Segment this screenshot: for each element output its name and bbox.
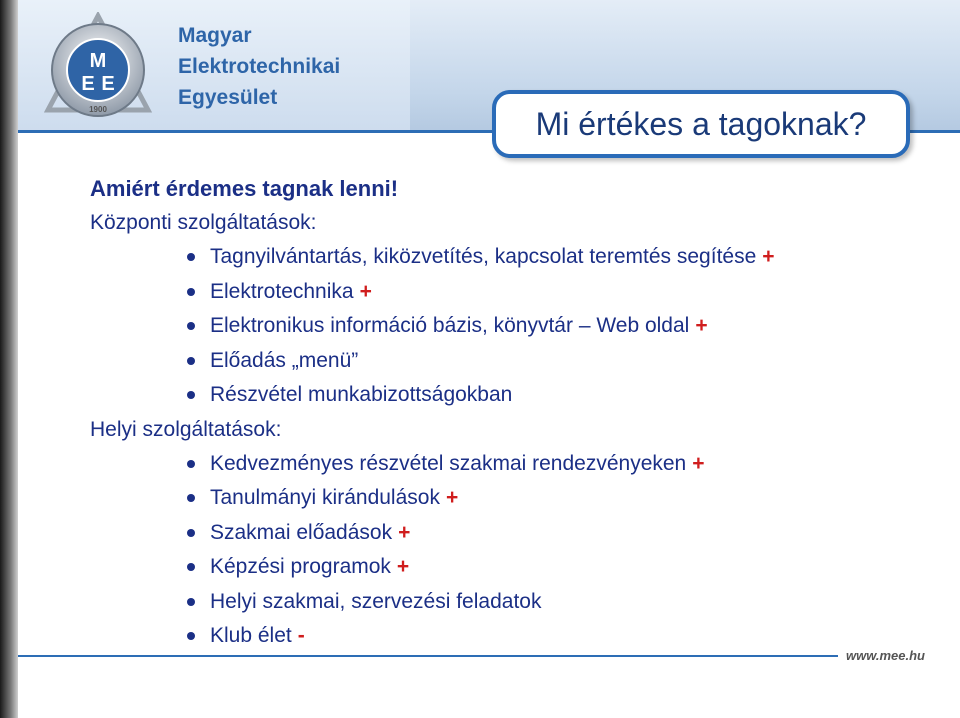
list-item bbox=[90, 277, 950, 312]
bullet-icon bbox=[187, 288, 195, 296]
footer-url[interactable]: www.mee.hu bbox=[846, 648, 925, 663]
value-mark: + bbox=[445, 486, 459, 509]
list-item bbox=[90, 552, 950, 587]
section-label: Központi szolgáltatások: bbox=[90, 211, 317, 234]
bullet-icon bbox=[187, 322, 195, 330]
sections bbox=[90, 208, 950, 656]
left-edge-bar bbox=[0, 0, 18, 718]
service-list bbox=[90, 242, 950, 415]
bullet-icon bbox=[187, 391, 195, 399]
list-item bbox=[90, 380, 950, 415]
bullet-icon bbox=[187, 529, 195, 537]
section-label: Helyi szolgáltatások: bbox=[90, 417, 282, 441]
service-list bbox=[90, 449, 950, 656]
list-item bbox=[90, 587, 950, 622]
list-item bbox=[90, 346, 950, 381]
slide-title-box bbox=[492, 90, 910, 158]
value-mark: + bbox=[396, 555, 410, 578]
list-item bbox=[90, 621, 950, 656]
org-name-line-2: Elektrotechnikai bbox=[178, 55, 341, 78]
value-mark: + bbox=[398, 520, 411, 544]
bullet-icon bbox=[187, 494, 195, 502]
slide-title: Mi értékes a tagoknak? bbox=[535, 105, 867, 142]
logo-letter-m: M bbox=[89, 50, 107, 72]
list-item-text: Tanulmányi kirándulások bbox=[210, 486, 440, 509]
bullet-icon bbox=[187, 563, 195, 571]
bullet-icon bbox=[187, 460, 195, 468]
value-mark: + bbox=[762, 245, 775, 268]
list-item-text: Kedvezményes részvétel szakmai rendezvényeken bbox=[210, 451, 687, 475]
list-item-text: Klub élet bbox=[210, 624, 292, 647]
list-item bbox=[90, 483, 950, 518]
bullet-icon bbox=[187, 253, 195, 261]
org-name bbox=[178, 20, 340, 113]
list-item-text: Elektrotechnika bbox=[210, 279, 354, 303]
list-item bbox=[90, 242, 950, 277]
list-item bbox=[90, 518, 950, 553]
logo-year: 1900 bbox=[89, 105, 107, 114]
org-name-line-1: Magyar bbox=[178, 24, 252, 47]
org-name-line-3: Egyesület bbox=[178, 86, 278, 109]
list-item-text: Előadás „menü” bbox=[210, 348, 359, 372]
logo-letter-e2: E bbox=[101, 73, 115, 95]
list-item bbox=[90, 449, 950, 484]
logo-letter-e1: E bbox=[81, 73, 95, 95]
mee-logo-icon bbox=[44, 12, 152, 120]
list-item-text: Helyi szakmai, szervezési feladatok bbox=[210, 589, 542, 613]
value-mark: + bbox=[692, 451, 705, 475]
footer-divider bbox=[18, 655, 838, 657]
bullet-icon bbox=[187, 632, 195, 640]
list-item-text: Részvétel munkabizottságokban bbox=[210, 383, 513, 406]
list-item-text: Szakmai előadások bbox=[210, 520, 393, 544]
list-item-text: Képzési programok bbox=[210, 555, 391, 578]
list-item bbox=[90, 311, 950, 346]
list-item-text: Elektronikus információ bázis, könyvtár – Web oldal bbox=[210, 314, 690, 337]
value-mark: + bbox=[695, 314, 708, 337]
main-heading: Amiért érdemes tagnak lenni! bbox=[90, 176, 399, 201]
list-item-text: Tagnyilvántartás, kiközvetítés, kapcsolat teremtés segítése bbox=[210, 245, 757, 268]
value-mark: + bbox=[359, 279, 372, 303]
bullet-icon bbox=[187, 598, 195, 606]
value-mark: - bbox=[297, 624, 305, 647]
slide-content bbox=[90, 174, 950, 656]
bullet-icon bbox=[187, 357, 195, 365]
